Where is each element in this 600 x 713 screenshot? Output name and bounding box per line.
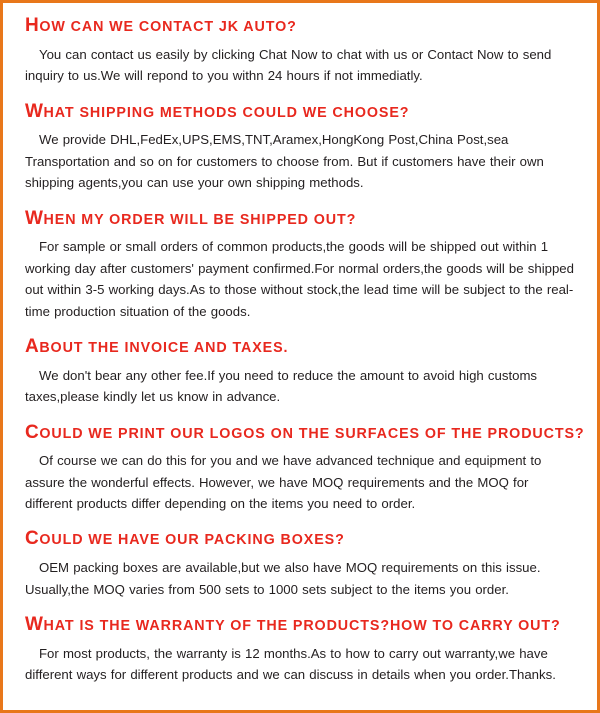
faq-item — [25, 614, 575, 686]
faq-question — [25, 421, 585, 444]
faq-question — [25, 208, 575, 230]
faq-question-text: HEN MY ORDER WILL BE SHIPPED OUT? — [43, 211, 357, 228]
faq-item — [25, 528, 575, 600]
faq-answer: Of course we can do this for you and we have advanced technique and equipment to assure the wonderful effects. However, we have MOQ requirements and the MOQ for different products differ depending on the items you need to order. — [25, 453, 542, 512]
faq-item — [25, 101, 575, 194]
faq-question-initial: C — [25, 421, 40, 443]
faq-item — [25, 208, 575, 322]
faq-answer: We provide DHL,FedEx,UPS,EMS,TNT,Aramex,HongKong Post,China Post,sea Transportation and so on for customers to choose from. But if customers have their own shipping agents,you can use your own shipping methods. — [25, 132, 544, 191]
faq-question — [25, 336, 575, 358]
faq-question-initial: H — [25, 15, 40, 36]
faq-question-text: OULD WE HAVE OUR PACKING BOXES? — [39, 532, 345, 549]
faq-question-initial: W — [25, 100, 44, 122]
faq-answer: For sample or small orders of common products,the goods will be shipped out within 1 working day after customers' payment confirmed.For normal orders,the goods will be shipped out within 3-5 working days.As to those without stock,the lead time will be subject to the real-time production situation of the goods. — [25, 239, 574, 319]
faq-item — [25, 421, 585, 515]
faq-answer: We don't bear any other fee.If you need to reduce the amount to avoid high customs taxes,please kindly let us know in advance. — [25, 367, 538, 405]
faq-question-text: BOUT THE INVOICE AND TAXES. — [39, 339, 289, 356]
faq-question-initial: A — [25, 335, 40, 357]
faq-question-text: HAT IS THE WARRANTY OF THE PRODUCTS?HOW TO CARRY OUT? — [43, 618, 561, 635]
faq-item — [25, 15, 575, 87]
faq-item — [25, 336, 575, 408]
faq-question-initial: W — [25, 207, 44, 229]
faq-question — [25, 614, 575, 636]
faq-answer: OEM packing boxes are available,but we also have MOQ requirements on this issue. Usually,the MOQ varies from 500 sets to 1000 sets subject to the items you order. — [25, 560, 541, 597]
faq-question-initial: W — [25, 614, 44, 636]
faq-question — [25, 528, 575, 550]
faq-question-text: OULD WE PRINT OUR LOGOS ON THE SURFACES OF THE PRODUCTS? — [39, 425, 585, 442]
faq-question-text: HAT SHIPPING METHODS COULD WE CHOOSE? — [43, 104, 410, 121]
faq-question — [25, 15, 575, 37]
faq-question-initial: C — [25, 528, 40, 550]
faq-answer: You can contact us easily by clicking Chat Now to chat with us or Contact Now to send inquiry to us.We will repond to you withn 24 hours if not immediatly. — [25, 46, 552, 84]
faq-question-text: OW CAN WE CONTACT JK AUTO? — [39, 19, 297, 35]
faq-question — [25, 101, 575, 123]
faq-answer: For most products, the warranty is 12 months.As to how to carry out warranty,we have different ways for different products and we can discuss in details when you order.Thanks. — [25, 645, 556, 683]
